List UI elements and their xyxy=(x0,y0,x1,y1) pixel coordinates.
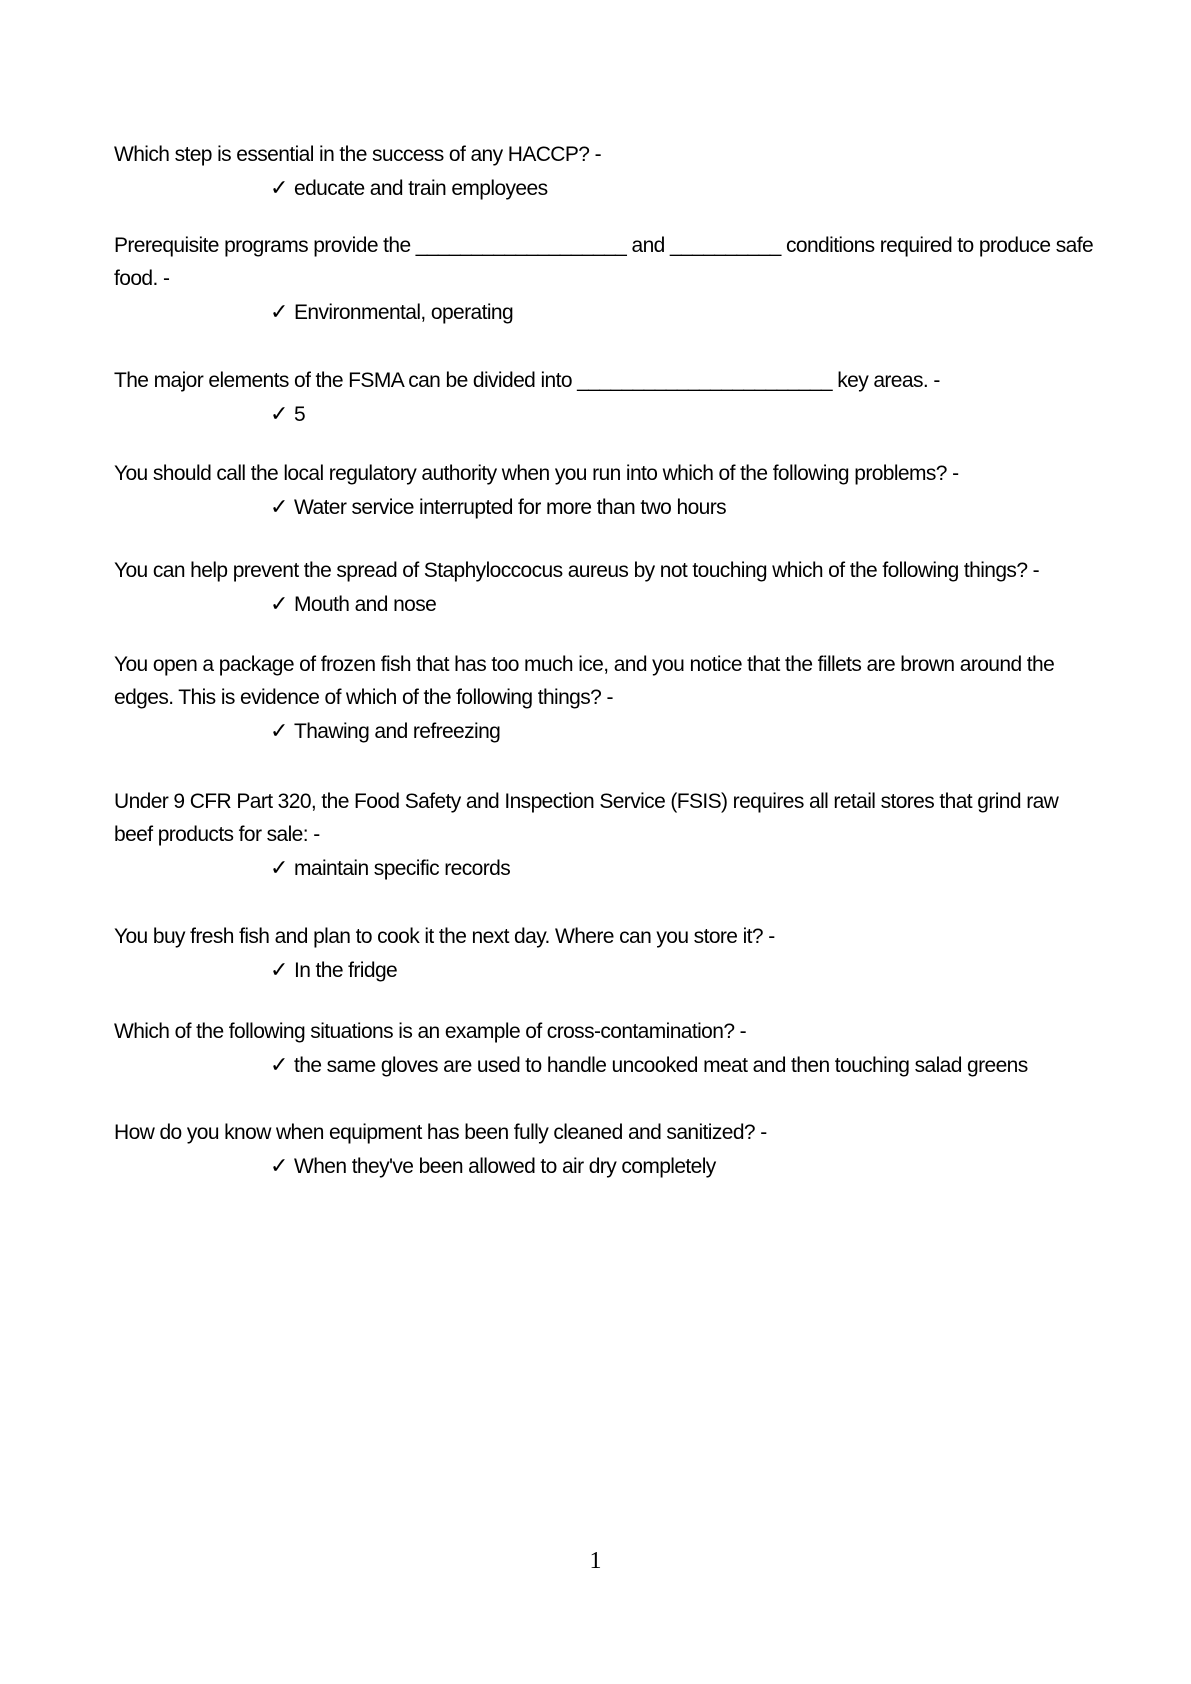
qa-item-4 xyxy=(114,457,1094,524)
answer-line xyxy=(270,397,1094,431)
qa-item-5 xyxy=(114,554,1094,621)
checkmark-icon: ✓ xyxy=(270,175,288,200)
checkmark-icon: ✓ xyxy=(270,591,288,616)
question-text: You should call the local regulatory authority when you run into which of the following problems? - xyxy=(114,462,959,485)
checkmark-icon: ✓ xyxy=(270,1153,288,1178)
qa-item-8 xyxy=(114,920,1094,987)
answer-line xyxy=(270,490,1094,524)
qa-item-2 xyxy=(114,229,1094,329)
answer-text: In the fridge xyxy=(294,959,398,982)
checkmark-icon: ✓ xyxy=(270,718,288,743)
answer-text: Thawing and refreezing xyxy=(294,720,501,743)
answer-text: When they've been allowed to air dry completely xyxy=(294,1155,716,1178)
qa-item-9 xyxy=(114,1015,1094,1082)
question-text: Which step is essential in the success of any HACCP? - xyxy=(114,143,601,166)
answer-line xyxy=(270,1048,1094,1082)
answer-line xyxy=(270,171,1094,205)
question-text: You buy fresh fish and plan to cook it the next day. Where can you store it? - xyxy=(114,925,775,948)
answer-line xyxy=(270,587,1094,621)
checkmark-icon: ✓ xyxy=(270,1052,288,1077)
question-text: You open a package of frozen fish that has too much ice, and you notice that the fillets are brown around the edges. This is evidence of which of the following things? - xyxy=(114,653,1055,709)
answer-text: 5 xyxy=(294,403,306,426)
question-text: Prerequisite programs provide the ___________________ and __________ conditions required to produce safe food. - xyxy=(114,234,1094,290)
checkmark-icon: ✓ xyxy=(270,957,288,982)
qa-item-6 xyxy=(114,648,1094,748)
checkmark-icon: ✓ xyxy=(270,855,288,880)
question-text: You can help prevent the spread of Staphyloccocus aureus by not touching which of the following things? - xyxy=(114,559,1040,582)
checkmark-icon: ✓ xyxy=(270,401,288,426)
qa-item-1 xyxy=(114,138,1094,205)
answer-line xyxy=(270,714,1094,748)
qa-item-7 xyxy=(114,785,1094,885)
answer-text: the same gloves are used to handle uncooked meat and then touching salad greens xyxy=(294,1054,1028,1077)
answer-text: Environmental, operating xyxy=(294,301,514,324)
qa-item-10 xyxy=(114,1116,1094,1183)
answer-line xyxy=(270,851,1094,885)
checkmark-icon: ✓ xyxy=(270,299,288,324)
qa-item-3 xyxy=(114,364,1094,431)
answer-text: Water service interrupted for more than two hours xyxy=(294,496,727,519)
question-text: Under 9 CFR Part 320, the Food Safety and Inspection Service (FSIS) requires all retail stores that grind raw beef products for sale: - xyxy=(114,790,1059,846)
page-number: 1 xyxy=(589,1548,602,1574)
checkmark-icon: ✓ xyxy=(270,494,288,519)
answer-text: maintain specific records xyxy=(294,857,511,880)
question-text: How do you know when equipment has been fully cleaned and sanitized? - xyxy=(114,1121,767,1144)
answer-text: Mouth and nose xyxy=(294,593,437,616)
question-text: Which of the following situations is an example of cross-contamination? - xyxy=(114,1020,747,1043)
answer-line xyxy=(270,1149,1094,1183)
answer-line xyxy=(270,953,1094,987)
question-text: The major elements of the FSMA can be divided into _______________________ key areas. - xyxy=(114,369,940,392)
answer-line xyxy=(270,295,1094,329)
answer-text: educate and train employees xyxy=(294,177,548,200)
